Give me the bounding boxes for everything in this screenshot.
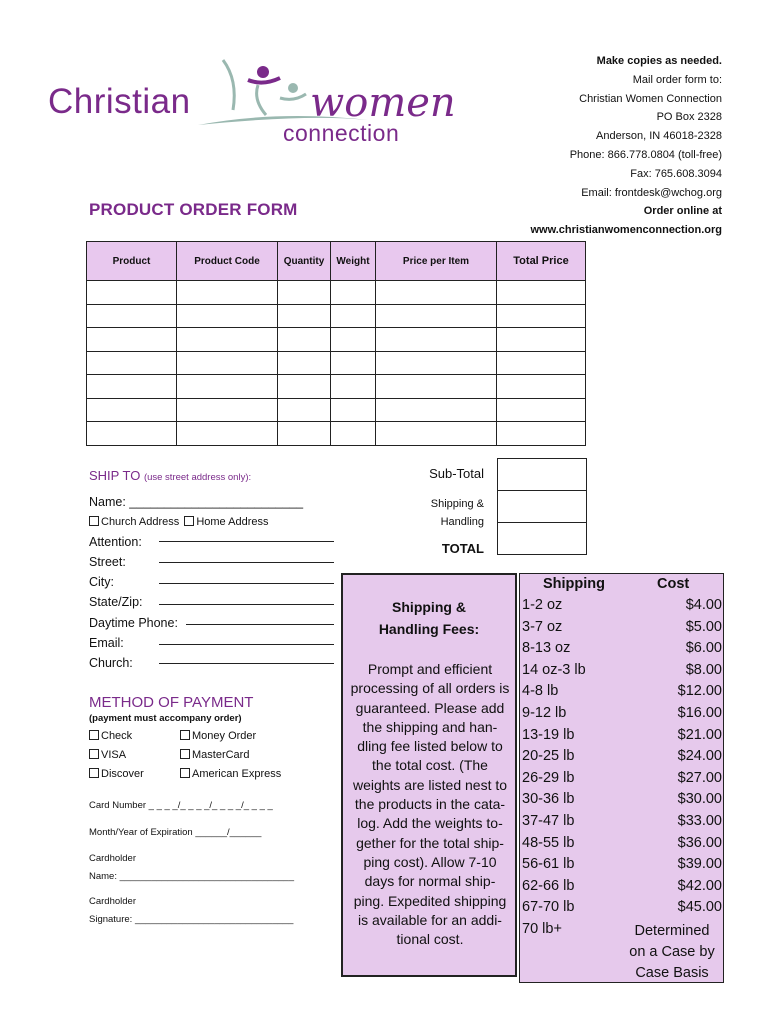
rate-cost — [622, 921, 722, 984]
rate-cost: $45.00 — [677, 899, 722, 916]
mastercard-checkbox[interactable] — [180, 749, 190, 759]
fee-title — [341, 596, 517, 640]
cell[interactable] — [177, 398, 278, 422]
table-row — [87, 351, 586, 375]
col-quantity: Quantity — [278, 242, 331, 281]
rate-cost: $36.00 — [677, 834, 722, 851]
discover-label: Discover — [101, 768, 144, 780]
shipping-label-line2: Handling — [440, 516, 484, 528]
rate-cost: $5.00 — [685, 618, 722, 635]
cell[interactable] — [278, 422, 331, 446]
cell[interactable] — [331, 281, 376, 305]
expiration-field[interactable]: Month/Year of Expiration ______/______ — [89, 827, 262, 838]
mailing-address — [442, 52, 722, 240]
option-check[interactable] — [89, 730, 132, 742]
form-title: PRODUCT ORDER FORM — [89, 200, 298, 219]
card-number-field[interactable]: Card Number _ _ _ _/_ _ _ _/_ _ _ _/_ _ _ _ — [89, 800, 273, 811]
website-link[interactable]: www.christianwomenconnection.org — [530, 224, 722, 237]
email-label: Email: — [89, 636, 124, 650]
daytime-phone-field[interactable] — [186, 624, 334, 625]
subtotal-box[interactable] — [497, 458, 587, 491]
name-field[interactable]: Name: _________________________ — [89, 495, 304, 509]
cell[interactable] — [278, 351, 331, 375]
org-name: Christian Women Connection — [579, 92, 722, 105]
rate-weight: 4-8 lb — [522, 683, 559, 700]
fee-line: processing of all orders is — [350, 680, 510, 697]
total-label: TOTAL — [441, 541, 484, 556]
cell[interactable] — [87, 422, 177, 446]
table-row — [522, 878, 722, 900]
cell[interactable] — [177, 375, 278, 399]
amex-checkbox[interactable] — [180, 768, 190, 778]
payment-subtitle: (payment must accompany order) — [89, 713, 242, 724]
amex-label: American Express — [192, 768, 282, 780]
figure-head-icon — [257, 66, 269, 78]
check-label: Check — [101, 730, 133, 742]
cell[interactable] — [177, 422, 278, 446]
subtotal-label: Sub-Total — [429, 466, 484, 481]
church-address-label: Church Address — [101, 516, 180, 528]
rate-cost: $6.00 — [685, 640, 722, 657]
ship-to-title: SHIP TO — [89, 468, 141, 483]
cell[interactable] — [177, 351, 278, 375]
fee-line: ping. Expedited shipping — [353, 892, 507, 909]
cell[interactable] — [497, 351, 586, 375]
cell[interactable] — [87, 375, 177, 399]
fee-title-line1: Shipping & — [392, 599, 466, 615]
fee-line: gether for the total ship- — [356, 834, 504, 851]
cell[interactable] — [331, 422, 376, 446]
rate-weight: 9-12 lb — [522, 704, 567, 721]
fee-title-line2: Handling Fees: — [378, 621, 480, 637]
email: Email: frontdesk@wchog.org — [581, 186, 722, 199]
church-label: Church: — [89, 656, 133, 670]
option-visa[interactable] — [89, 749, 126, 761]
shipping-box[interactable] — [497, 489, 587, 523]
table-row — [87, 328, 586, 352]
cell[interactable] — [331, 304, 376, 328]
po-box: PO Box 2328 — [656, 111, 722, 124]
rate-weight: 20-25 lb — [522, 748, 575, 765]
cell[interactable] — [331, 328, 376, 352]
address-type — [89, 516, 268, 528]
logo-text-christian: Christian — [48, 82, 191, 121]
cardholder-signature-field[interactable]: Signature: ______________________________ — [89, 914, 294, 925]
col-weight: Weight — [331, 242, 376, 281]
cell[interactable] — [376, 398, 497, 422]
rate-weight: 56-61 lb — [522, 856, 575, 873]
cell[interactable] — [278, 398, 331, 422]
table-row — [522, 856, 722, 878]
money-order-checkbox[interactable] — [180, 730, 190, 740]
order-table-header — [87, 242, 586, 281]
rate-cost: $16.00 — [677, 704, 722, 721]
fee-line: weights are listed nest to — [352, 776, 508, 793]
table-row — [522, 640, 722, 662]
cell[interactable] — [278, 304, 331, 328]
fee-line: Prompt and efficient — [367, 661, 493, 677]
fax: Fax: 765.608.3094 — [630, 167, 722, 180]
cell[interactable] — [376, 422, 497, 446]
rate-weight: 67-70 lb — [522, 899, 575, 916]
fee-line: days for normal ship- — [364, 873, 496, 890]
rate-cost: $33.00 — [677, 812, 722, 829]
rate-cost: $12.00 — [677, 683, 722, 700]
col-product-code: Product Code — [177, 242, 278, 281]
cell[interactable] — [331, 351, 376, 375]
table-row — [87, 375, 586, 399]
daytime-phone-label: Daytime Phone: — [89, 616, 178, 630]
mastercard-label: MasterCard — [192, 749, 250, 761]
rate-weight: 48-55 lb — [522, 834, 575, 851]
table-row — [522, 683, 722, 705]
money-order-label: Money Order — [192, 730, 257, 742]
ship-to-note: (use street address only): — [143, 472, 252, 483]
fee-line: the shipping and han- — [362, 718, 498, 735]
table-row — [87, 422, 586, 446]
logo-text-connection: connection — [283, 120, 400, 146]
cell[interactable] — [331, 398, 376, 422]
table-row — [522, 619, 722, 641]
ship-to-heading — [89, 468, 251, 483]
fee-line: is available for an addi- — [358, 911, 502, 928]
rate-weight: 26-29 lb — [522, 769, 575, 786]
total-box[interactable] — [497, 522, 587, 555]
cell[interactable] — [497, 398, 586, 422]
state-zip-field[interactable] — [159, 604, 334, 605]
table-row — [87, 398, 586, 422]
cell[interactable] — [497, 328, 586, 352]
state-zip-label: State/Zip: — [89, 595, 143, 609]
rate-weight: 14 oz-3 lb — [522, 661, 586, 678]
visa-checkbox[interactable] — [89, 749, 99, 759]
rates-rows — [522, 597, 722, 984]
cell[interactable] — [497, 304, 586, 328]
fee-description — [344, 660, 516, 949]
option-discover[interactable] — [89, 768, 144, 780]
table-row — [522, 813, 722, 835]
street-label: Street: — [89, 555, 126, 569]
city-field[interactable] — [159, 583, 334, 584]
check-checkbox[interactable] — [89, 730, 99, 740]
rate-weight: 70 lb+ — [522, 920, 562, 937]
attention-label: Attention: — [89, 535, 142, 549]
city-state-zip: Anderson, IN 46018-2328 — [596, 130, 722, 143]
cell[interactable] — [177, 328, 278, 352]
fee-line: guaranteed. Please add — [355, 699, 505, 716]
table-row — [87, 281, 586, 305]
table-row — [522, 727, 722, 749]
cell[interactable] — [376, 281, 497, 305]
shipping-label-line1: Shipping & — [430, 498, 484, 510]
rate-weight: 13-19 lb — [522, 726, 575, 743]
cell[interactable] — [376, 328, 497, 352]
cardholder-signature-label: Cardholder — [89, 896, 136, 907]
logo-text-women: women — [310, 80, 456, 126]
home-address-checkbox[interactable] — [184, 516, 194, 526]
table-row — [522, 770, 722, 792]
rates-header-shipping: Shipping — [543, 576, 606, 592]
rate-weight: 8-13 oz — [522, 640, 571, 657]
rate-cost: $39.00 — [677, 856, 722, 873]
cell[interactable] — [87, 304, 177, 328]
cell[interactable] — [497, 422, 586, 446]
rate-cost-line: on a Case by — [629, 943, 715, 960]
rate-cost-line: Determined — [634, 922, 710, 939]
discover-checkbox[interactable] — [89, 768, 99, 778]
church-field[interactable] — [159, 663, 334, 664]
rate-cost-line: Case Basis — [635, 964, 709, 981]
table-row — [87, 304, 586, 328]
cell[interactable] — [376, 351, 497, 375]
home-address-label: Home Address — [196, 516, 269, 528]
phone: Phone: 866.778.0804 (toll-free) — [569, 148, 722, 161]
cell[interactable] — [278, 328, 331, 352]
order-online-label: Order online at — [643, 205, 722, 218]
rates-header-cost: Cost — [657, 576, 690, 592]
rate-weight: 62-66 lb — [522, 877, 575, 894]
table-row — [522, 835, 722, 857]
rate-cost: $4.00 — [685, 597, 722, 613]
logo — [48, 40, 498, 150]
rate-weight: 37-47 lb — [522, 812, 575, 829]
rate-cost: $21.00 — [677, 726, 722, 743]
cell[interactable] — [177, 304, 278, 328]
col-total-price: Total Price — [497, 242, 586, 281]
payment-title: METHOD OF PAYMENT — [89, 694, 254, 711]
email-field[interactable] — [159, 644, 334, 645]
table-row — [522, 705, 722, 727]
cardholder-name-label: Cardholder — [89, 853, 136, 864]
cell[interactable] — [497, 281, 586, 305]
fee-line: ping cost). Allow 7-10 — [363, 853, 497, 870]
col-product: Product — [87, 242, 177, 281]
cell[interactable] — [87, 281, 177, 305]
cell[interactable] — [87, 398, 177, 422]
cell[interactable] — [177, 281, 278, 305]
cell[interactable] — [278, 375, 331, 399]
rate-weight: 30-36 lb — [522, 791, 575, 808]
col-price-per-item: Price per Item — [376, 242, 497, 281]
rate-cost: $30.00 — [677, 791, 722, 808]
rate-weight: 3-7 oz — [522, 618, 563, 635]
cardholder-name-field[interactable]: Name: _________________________________ — [89, 871, 294, 882]
cell[interactable] — [497, 375, 586, 399]
rate-cost: $42.00 — [677, 877, 722, 894]
shipping-handling-label — [400, 495, 484, 531]
option-american-express[interactable] — [180, 768, 281, 780]
option-money-order[interactable] — [180, 730, 256, 742]
fee-line: dling fee listed below to — [357, 738, 503, 755]
cell[interactable] — [331, 375, 376, 399]
cell[interactable] — [87, 328, 177, 352]
attention-field[interactable] — [159, 541, 334, 542]
church-address-checkbox[interactable] — [89, 516, 99, 526]
cell[interactable] — [87, 351, 177, 375]
table-row — [522, 748, 722, 770]
mail-to-label: Mail order form to: — [632, 73, 722, 86]
rate-cost: $8.00 — [685, 661, 722, 678]
fee-line: the total cost. (The — [372, 757, 488, 774]
order-table — [86, 241, 586, 446]
table-row — [522, 899, 722, 921]
table-row — [522, 921, 722, 984]
option-mastercard[interactable] — [180, 749, 249, 761]
city-label: City: — [89, 575, 114, 589]
rate-weight: 1-2 oz — [522, 597, 563, 613]
table-row — [522, 597, 722, 619]
street-field[interactable] — [159, 562, 334, 563]
cell[interactable] — [376, 304, 497, 328]
visa-label: VISA — [101, 749, 127, 761]
fee-line: the products in the cata- — [354, 796, 506, 813]
fee-line: tional cost. — [396, 931, 464, 948]
cell[interactable] — [278, 281, 331, 305]
cell[interactable] — [376, 375, 497, 399]
rate-cost: $27.00 — [677, 769, 722, 786]
fee-line: log. Add the weights to- — [357, 815, 503, 832]
table-row — [522, 662, 722, 684]
rate-cost: $24.00 — [677, 748, 722, 765]
table-row — [522, 791, 722, 813]
copies-note: Make copies as needed. — [596, 55, 722, 67]
